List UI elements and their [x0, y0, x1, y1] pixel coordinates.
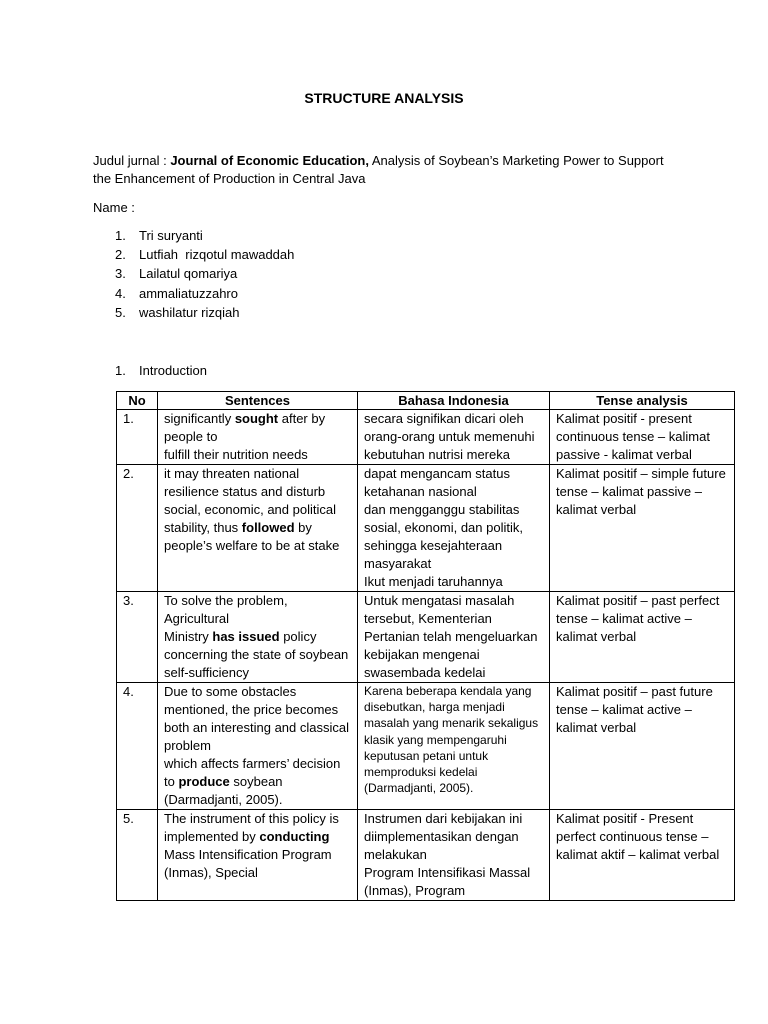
cell-tense-analysis: Kalimat positif - Present perfect continuous tense – kalimat aktif – kalimat verbal — [550, 810, 735, 901]
table-header-row — [117, 392, 735, 410]
cell-bahasa-indonesia: dapat mengancam status ketahanan nasional dan mengganggu stabilitas sosial, ekonomi, dan politik, sehingga kesejahteraan masyarakat Ikut menjadi taruhannya — [358, 465, 550, 592]
highlighted-verb: conducting — [259, 829, 330, 844]
journal-prefix: Judul jurnal : — [93, 153, 171, 168]
cell-tense-analysis: Kalimat positif – simple future tense – kalimat passive – kalimat verbal — [550, 465, 735, 592]
list-item — [115, 304, 294, 323]
table-row — [117, 592, 735, 683]
cell-no: 4. — [117, 683, 158, 810]
cell-no: 1. — [117, 410, 158, 465]
list-item — [115, 246, 294, 265]
page-title: STRUCTURE ANALYSIS — [304, 90, 464, 106]
cell-sentence: The instrument of this policy is implemented by conducting Mass Intensification Program (Inmas), Special — [158, 810, 358, 901]
list-number: 3. — [115, 266, 126, 282]
cell-no: 2. — [117, 465, 158, 592]
highlighted-verb: followed — [241, 520, 295, 535]
cell-tense-analysis: Kalimat positif - present continuous tense – kalimat passive - kalimat verbal — [550, 410, 735, 465]
column-header-tense-analysis: Tense analysis — [550, 392, 735, 410]
cell-bahasa-indonesia: Instrumen dari kebijakan ini diimplementasikan dengan melakukan Program Intensifikasi Massal (Inmas), Program — [358, 810, 550, 901]
name-label: Name : — [93, 200, 135, 215]
column-header-sentences: Sentences — [158, 392, 358, 410]
table-row — [117, 410, 735, 465]
article-title: Analysis of Soybean’s Marketing Power to Support the Enhancement of Production in Central Java — [93, 153, 664, 186]
member-name: washilatur rizqiah — [139, 304, 240, 320]
section-number: 1. — [115, 363, 126, 378]
journal-info — [93, 152, 673, 188]
list-item — [115, 285, 294, 304]
list-number: 4. — [115, 285, 126, 301]
table-row — [117, 465, 735, 592]
cell-sentence: significantly sought after by people to fulfill their nutrition needs — [158, 410, 358, 465]
cell-no: 5. — [117, 810, 158, 901]
list-number: 1. — [115, 228, 126, 243]
cell-sentence: To solve the problem, Agricultural Ministry has issued policy concerning the state of soybean self-sufficiency — [158, 592, 358, 683]
section-label: Introduction — [139, 363, 207, 378]
member-name: Lutfiah rizqotul mawaddah — [139, 247, 295, 263]
cell-sentence: it may threaten national resilience status and disturb social, economic, and political stability, thus followed by people’s welfare to be at stake — [158, 465, 358, 592]
member-name: Lailatul qomariya — [139, 266, 238, 282]
list-number: 5. — [115, 304, 126, 320]
table-row — [117, 810, 735, 901]
section-heading — [115, 362, 207, 380]
cell-bahasa-indonesia: Untuk mengatasi masalah tersebut, Kementerian Pertanian telah mengeluarkan kebijakan mengenai swasembada kedelai — [358, 592, 550, 683]
highlighted-verb: has issued — [212, 629, 280, 644]
journal-name: Journal of Economic Education, — [170, 153, 369, 168]
list-item — [115, 265, 294, 284]
member-list — [115, 227, 294, 323]
column-header-no: No — [117, 392, 158, 410]
table-row — [117, 683, 735, 810]
list-number: 2. — [115, 247, 126, 263]
list-item — [115, 227, 294, 246]
highlighted-verb: produce — [178, 774, 230, 789]
table-body — [117, 410, 735, 901]
cell-tense-analysis: Kalimat positif – past perfect tense – kalimat active – kalimat verbal — [550, 592, 735, 683]
member-name: ammaliatuzzahro — [139, 285, 238, 301]
cell-bahasa-indonesia: secara signifikan dicari oleh orang-orang untuk memenuhi kebutuhan nutrisi mereka — [358, 410, 550, 465]
highlighted-verb: sought — [234, 411, 279, 426]
cell-sentence: Due to some obstacles mentioned, the price becomes both an interesting and classical problem which affects farmers’ decision to produce soybean (Darmadjanti, 2005). — [158, 683, 358, 810]
analysis-table — [116, 391, 735, 901]
column-header-bahasa-indonesia: Bahasa Indonesia — [358, 392, 550, 410]
cell-bahasa-indonesia: Karena beberapa kendala yang disebutkan, harga menjadi masalah yang menarik sekaligus klasik yang mempengaruhi keputusan petani untuk memproduksi kedelai (Darmadjanti, 2005). — [358, 683, 550, 810]
cell-tense-analysis: Kalimat positif – past future tense – kalimat active – kalimat verbal — [550, 683, 735, 810]
cell-no: 3. — [117, 592, 158, 683]
member-name: Tri suryanti — [139, 228, 203, 243]
